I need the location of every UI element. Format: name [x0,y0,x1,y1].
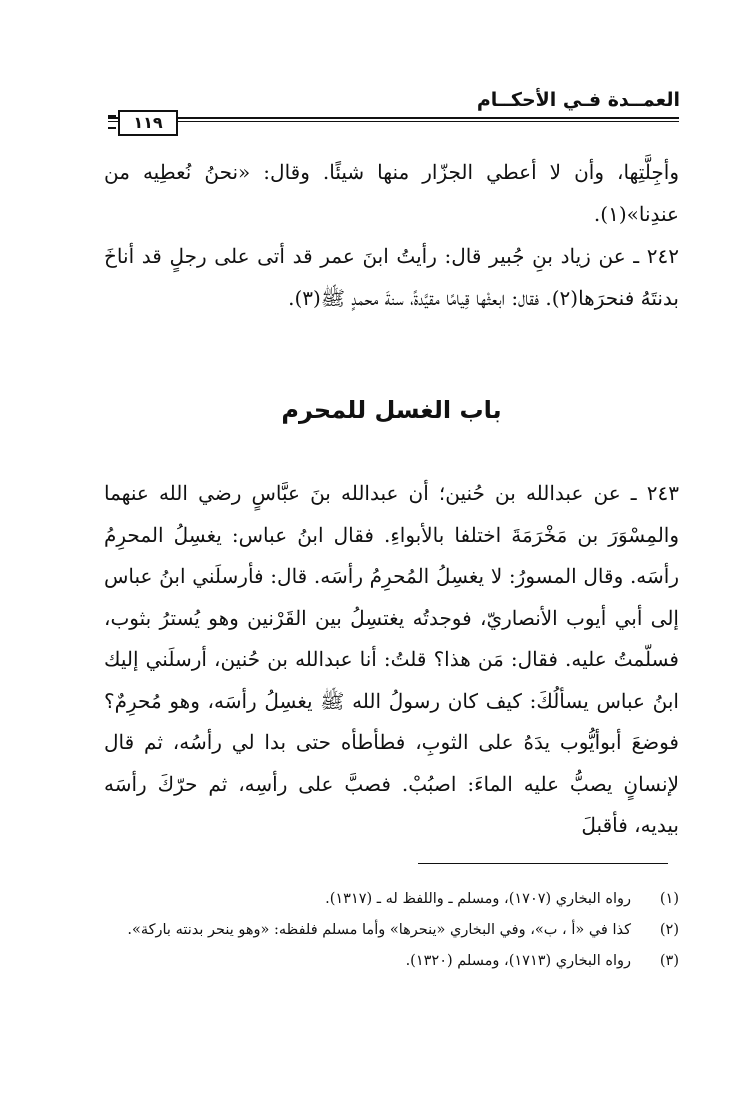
footnote-item [104,915,679,946]
page-number-ornament [108,115,116,129]
footnote-item [104,946,679,977]
section-heading: باب الغسل للمحرم [281,396,502,424]
footnotes [104,884,679,977]
paragraph-continuation: وأجِلَّتِها، وأن لا أعطي الجزّار منها شيئًا. وقال: «نحنُ نُعطِيه من عندِنا»(١). [104,160,679,226]
footnote-separator [418,863,668,864]
running-header-title: العمــدة فـي الأحكــام [476,89,680,111]
footnote-number: (٢) [659,922,679,938]
hadith-243: ٢٤٣ ـ عن عبدالله بن حُنين؛ أن عبدالله بنَ عبَّاسٍ رضي الله عنهما والمِسْوَرَ بن مَخْرَمَةَ اختلفا بالأبواءِ. فقال ابنُ عباس: يغسِلُ المحرِمُ رأسَه. وقال المسورُ: لا يغسِلُ المُحرِمُ رأسَه. قال: فأرسلَني ابنُ عباس إلى أبي أيوب الأنصاريّ، فوجدتُه يغتسِلُ بين القَرْنين وهو يُسترُ بثوب، فسلّمتُ عليه. فقال: مَن هذا؟ قلتُ: أنا عبدالله بن حُنين، أرسلَني إليك ابنُ عباس يسألُكَ: كيف كان رسولُ الله ﷺ يغسِلُ رأسَه، وهو مُحرِمٌ؟ فوضعَ أبوأيُّوب يدَهُ على الثوبِ، فطأطأه حتى بدا لي رأسُه، ثم قال لإنسانٍ يصبُّ عليه الماءَ: اصبُبْ. فصبَّ على رأسِه، ثم حرّكَ رأسَه بيديه، فأقبلَ [104,481,679,837]
footnote-number: (١) [659,891,679,907]
footnote-item [104,884,679,915]
page-number: ١١٩ [118,110,178,136]
header-rule [108,117,679,122]
footnote-number: (٣) [659,953,679,969]
footnote-text: رواه البخاري (١٧٠٧)، ومسلم ـ واللفظ له ـ (١٣١٧). [325,891,631,907]
hadith-242: ٢٤٢ ـ عن زياد بنِ جُبير قال: رأيتُ ابنَ عمر قد أتى على رجلٍ قد أناخَ بدنتَهُ فنحرَها(٢). فقال: ابعثْها قِيامًا مقيَّدةً، سنةَ محمدٍ ﷺ(٣). [104,244,679,310]
footnote-text: كذا في «أ ، ب»، وفي البخاري «ينحرها» وأما مسلم فلفظه: «وهو ينحر بدنته باركة». [127,922,631,938]
footnote-text: رواه البخاري (١٧١٣)، ومسلم (١٣٢٠). [405,953,631,969]
